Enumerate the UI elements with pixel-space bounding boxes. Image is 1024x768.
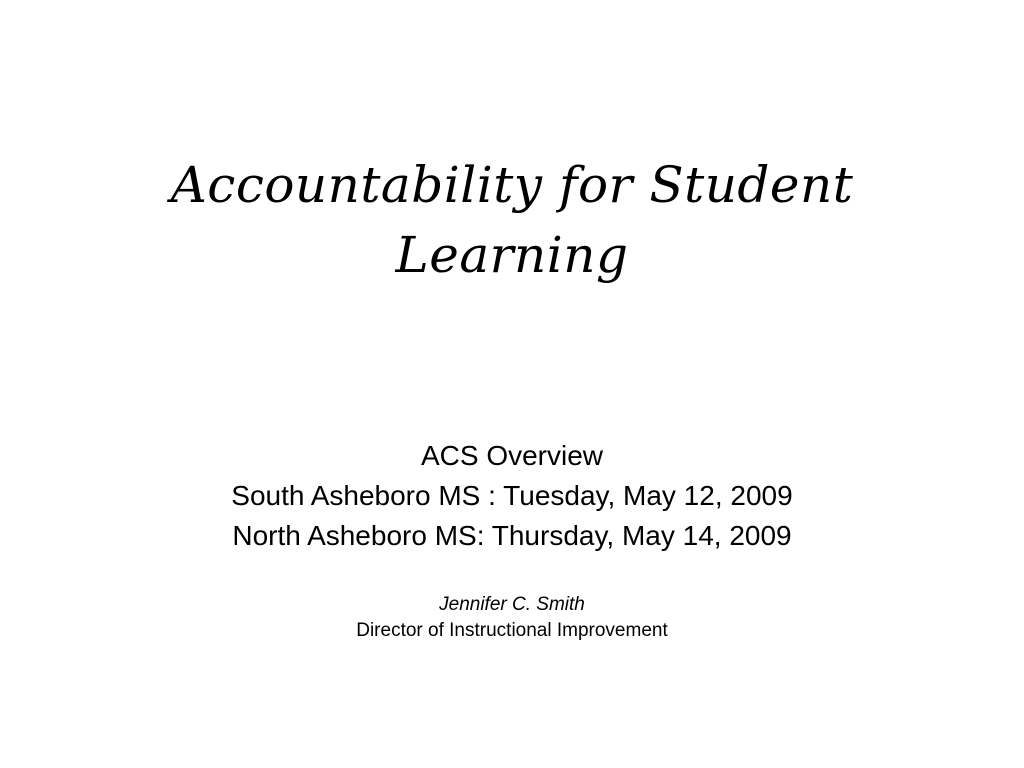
presenter-role: Director of Instructional Improvement [356, 620, 668, 641]
slide-subtitle [60, 436, 964, 556]
slide-title [80, 150, 944, 290]
presenter-info [60, 592, 964, 644]
title-line: Learning [395, 226, 629, 284]
subtitle-line: ACS Overview [420, 440, 604, 471]
subtitle-line: South Asheboro MS : Tuesday, May 12, 2009 [231, 480, 793, 511]
title-line: Accountability for Student [170, 156, 854, 214]
presenter-name: Jennifer C. Smith [439, 594, 585, 615]
subtitle-line: North Asheboro MS: Thursday, May 14, 2009 [232, 520, 792, 551]
